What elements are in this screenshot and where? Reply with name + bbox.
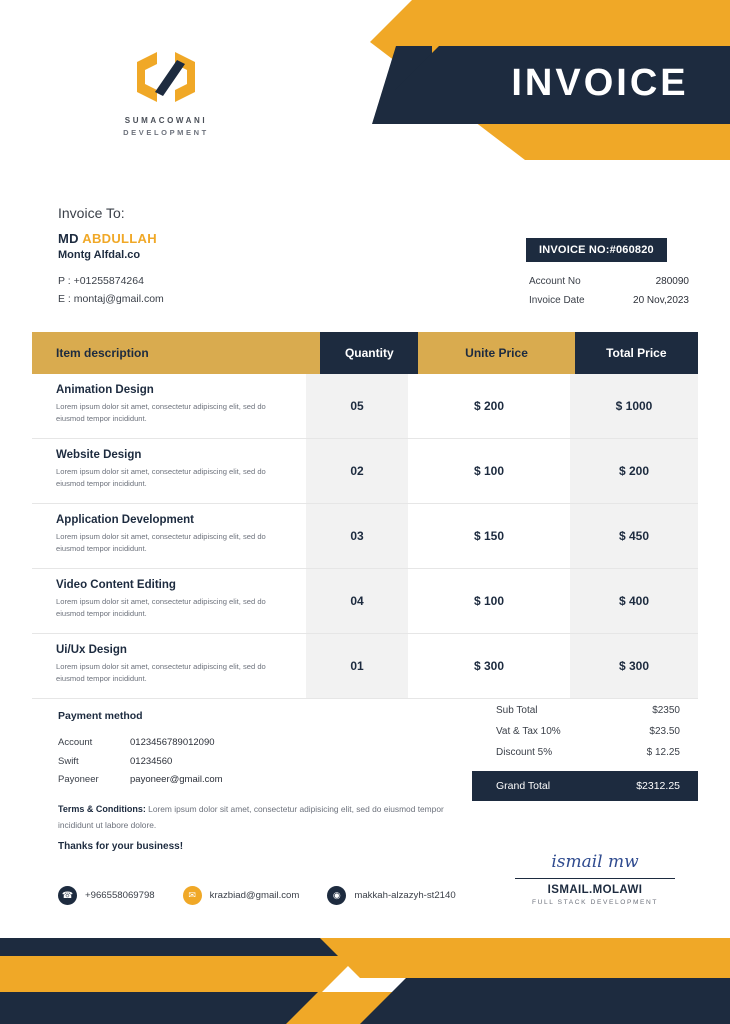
column-header-description: Item description: [32, 332, 320, 374]
contact-email[interactable]: [183, 886, 300, 905]
grand-total-bar: [472, 771, 698, 801]
footer-orange-left-shape: [0, 956, 358, 992]
cell-quantity: 02: [306, 439, 408, 503]
invoice-meta-list: [529, 272, 689, 310]
mail-icon: ✉: [183, 886, 202, 905]
signature-script: ismail mw: [551, 852, 639, 872]
bill-to-contact: [58, 273, 358, 309]
bill-to-name-main: ABDULLAH: [82, 231, 157, 246]
payment-value: 01234560: [130, 755, 173, 767]
item-description: Lorem ipsum dolor sit amet, consectetur adipiscing elit, sed do eiusmod tempor incididunt.: [56, 532, 266, 553]
total-row: [472, 700, 698, 721]
table-row: [32, 569, 698, 634]
thanks-note: Thanks for your business!: [58, 841, 184, 852]
meta-value: 280090: [655, 276, 689, 287]
cell-quantity: 03: [306, 504, 408, 568]
table-row: [32, 634, 698, 699]
payment-method-title: Payment method: [58, 710, 143, 722]
cell-total-price: $ 450: [570, 504, 698, 568]
logo-company-sub: DEVELOPMENT: [123, 128, 209, 137]
contact-address[interactable]: [327, 886, 455, 905]
table-header-row: [32, 332, 698, 374]
total-value: $ 12.25: [646, 747, 680, 758]
signature-divider: [515, 878, 675, 879]
contact-address-text: makkah-alzazyh-st2140: [354, 890, 456, 901]
column-header-quantity: Quantity: [320, 332, 418, 374]
cell-total-price: $ 400: [570, 569, 698, 633]
meta-label: Account No: [529, 276, 581, 287]
table-row: [32, 439, 698, 504]
grand-total-value: $2312.25: [636, 780, 680, 792]
invoice-title: INVOICE: [511, 62, 689, 104]
item-description: Lorem ipsum dolor sit amet, consectetur adipiscing elit, sed do eiusmod tempor incididunt.: [56, 467, 266, 488]
cell-unit-price: $ 100: [473, 464, 505, 478]
item-name: Ui/Ux Design: [56, 644, 127, 656]
cell-total-price: $ 200: [570, 439, 698, 503]
cell-description: [32, 439, 306, 503]
payment-row: [58, 753, 338, 772]
table-row: [32, 374, 698, 439]
bill-to-phone: P : +01255874264: [58, 275, 144, 287]
total-label: Sub Total: [496, 705, 538, 716]
bill-to-block: [58, 205, 358, 309]
cell-total-price: $ 1000: [570, 374, 698, 438]
bill-to-name: [58, 231, 358, 246]
column-header-total-price: Total Price: [575, 332, 698, 374]
company-logo: [76, 48, 256, 137]
payment-row: [58, 771, 338, 790]
payment-key: Account: [58, 737, 93, 748]
footer-navy-strip: [0, 938, 365, 956]
total-label: Discount 5%: [496, 747, 553, 758]
meta-label: Invoice Date: [529, 295, 585, 306]
signature-name: ISMAIL.MOLAWI: [547, 884, 643, 896]
cell-quantity: 05: [306, 374, 408, 438]
cell-quantity: 01: [306, 634, 408, 698]
location-pin-icon: ◉: [327, 886, 346, 905]
payment-value: payoneer@gmail.com: [130, 774, 223, 786]
signature-block: [505, 852, 685, 906]
totals-block: [472, 700, 698, 801]
invoice-number-badge: INVOICE NO:#060820: [526, 238, 667, 262]
payment-method-block: [58, 710, 338, 790]
payment-value: 0123456789012090: [130, 737, 215, 748]
footer-contacts: [58, 886, 470, 905]
bill-to-company: Montg Alfdal.co: [58, 249, 141, 261]
phone-icon: ☎: [58, 886, 77, 905]
items-table: [32, 332, 698, 699]
abstract-monogram-icon: [127, 48, 205, 106]
total-row: [472, 742, 698, 763]
cell-description: [32, 569, 306, 633]
column-header-unit-price: Unite Price: [418, 332, 574, 374]
table-row: [32, 504, 698, 569]
item-description: Lorem ipsum dolor sit amet, consectetur adipiscing elit, sed do eiusmod tempor incididunt.: [56, 402, 266, 423]
terms-and-conditions: [58, 802, 458, 832]
meta-value: 20 Nov,2023: [633, 295, 689, 306]
payment-key: Payoneer: [58, 774, 99, 786]
cell-unit-price: $ 300: [473, 659, 505, 673]
item-name: Video Content Editing: [56, 579, 176, 591]
total-label: Vat & Tax 10%: [496, 726, 561, 737]
cell-description: [32, 504, 306, 568]
item-name: Application Development: [56, 514, 195, 526]
cell-total-price: $ 300: [570, 634, 698, 698]
bill-to-name-prefix: MD: [58, 231, 79, 246]
terms-text: Lorem ipsum dolor sit amet, consectetur adipisicing elit, sed do eiusmod tempor incididunt ut labore dolore.: [58, 804, 444, 830]
contact-email-text: krazbiad@gmail.com: [209, 890, 300, 901]
payment-key: Swift: [58, 755, 79, 767]
item-name: Animation Design: [56, 384, 154, 396]
cell-quantity: 04: [306, 569, 408, 633]
terms-label: Terms & Conditions:: [58, 804, 146, 814]
cell-description: [32, 374, 306, 438]
total-value: $23.50: [649, 726, 680, 737]
bill-to-email: E : montaj@gmail.com: [58, 292, 164, 305]
grand-total-label: Grand Total: [496, 780, 551, 792]
total-value: $2350: [652, 705, 680, 716]
contact-phone-text: +966558069798: [85, 890, 155, 901]
contact-phone[interactable]: [58, 886, 155, 905]
cell-unit-price: $ 150: [473, 529, 505, 543]
total-row: [472, 721, 698, 742]
payment-row: [58, 734, 338, 753]
meta-row: [529, 291, 689, 310]
cell-unit-price: $ 100: [473, 594, 505, 608]
item-description: Lorem ipsum dolor sit amet, consectetur adipiscing elit, sed do eiusmod tempor incididunt.: [56, 662, 266, 683]
logo-company-name: SUMACOWANI: [124, 116, 208, 125]
cell-unit-price: $ 200: [473, 399, 505, 413]
footer-navy-bottom-left-shape: [0, 992, 330, 1024]
footer-orange-shape: [320, 938, 730, 978]
item-description: Lorem ipsum dolor sit amet, consectetur adipiscing elit, sed do eiusmod tempor incididunt.: [56, 597, 266, 618]
cell-description: [32, 634, 306, 698]
item-name: Website Design: [56, 449, 142, 461]
meta-row: [529, 272, 689, 291]
signature-role: FULL STACK DEVELOPMENT: [531, 899, 659, 906]
footer-navy-right-shape: [360, 978, 730, 1024]
bill-to-label: Invoice To:: [58, 205, 125, 221]
